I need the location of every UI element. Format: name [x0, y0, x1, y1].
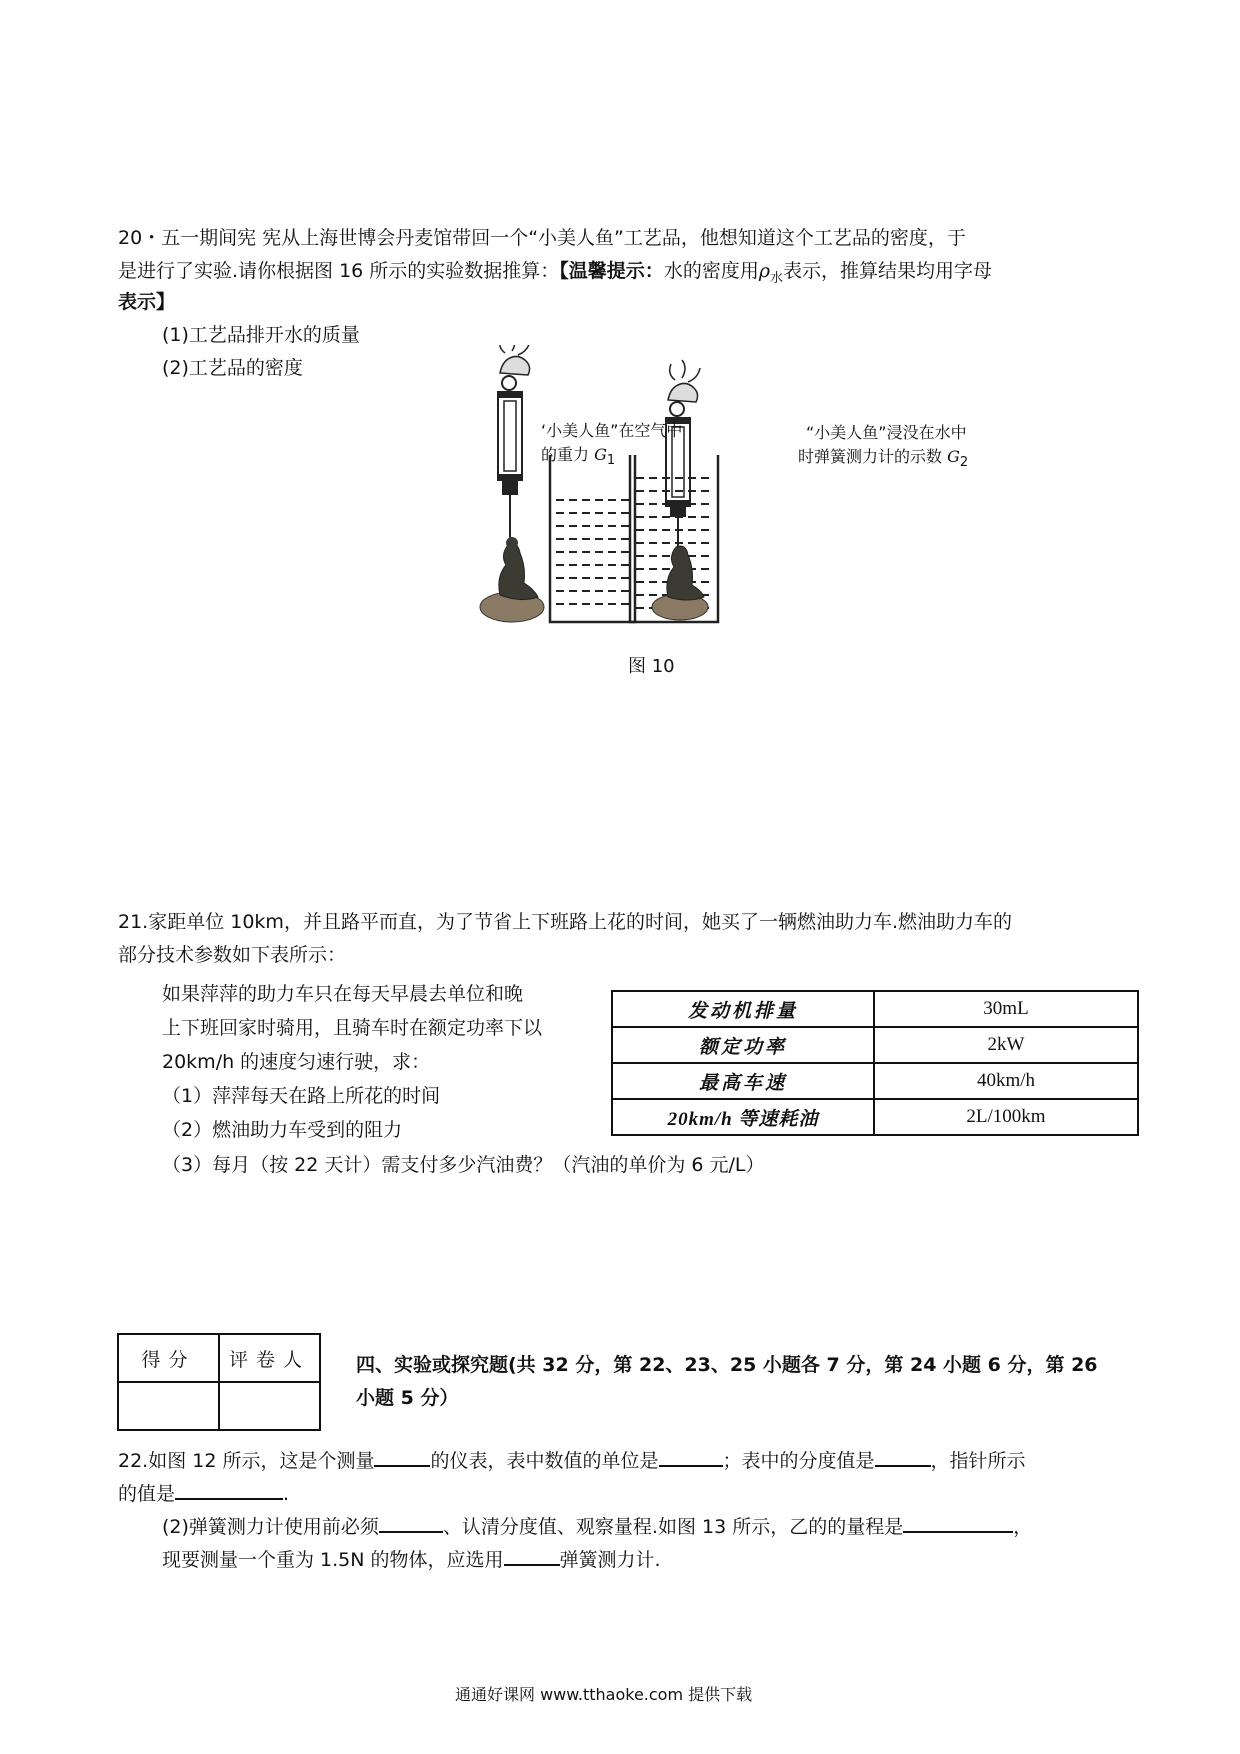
label-water-line-2 [798, 445, 968, 475]
table-row [612, 991, 1138, 1027]
q20-line-1: 20・五一期间宪 宪从上海世博会丹麦馆带回一个“小美人鱼”工艺品，他想知道这个工艺品的密度，于 [118, 227, 966, 249]
label-water-line-1: “小美人鱼”浸没在水中 [806, 423, 967, 442]
page-footer: 通通好课网 www.tthaoke.com 提供下载 [455, 1685, 753, 1704]
blank-instrument[interactable] [374, 1445, 430, 1467]
q22-text-a4: ，指针所示 [930, 1450, 1026, 1472]
label-air-line-2 [541, 443, 682, 473]
mermaid-statue-air [480, 537, 544, 622]
q22-line-4 [162, 1544, 661, 1576]
q22-text-b2: . [283, 1483, 290, 1505]
q20-sub-1: (1)工艺品排开水的质量 [162, 324, 360, 346]
blank-select-scale[interactable] [504, 1544, 560, 1566]
rho-subscript: 水 [770, 270, 784, 286]
g1-subscript: 1 [606, 453, 616, 469]
section-4-line-1: 四、实验或探究题(共 32 分，第 22、23、25 小题各 7 分，第 24 小题 6 分，第 26 [356, 1354, 1098, 1376]
g1-symbol: G [594, 445, 607, 464]
q21-ask-1: （1）萍萍每天在路上所花的时间 [162, 1085, 441, 1107]
section-4-line-2: 小题 5 分） [356, 1387, 459, 1409]
q21-ask-3: （3）每月（按 22 天计）需支付多少汽油费？（汽油的单价为 6 元/L） [162, 1154, 765, 1176]
table-key: 额定功率 [612, 1027, 874, 1063]
q22-line-3 [162, 1511, 1032, 1543]
blank-pointer-value[interactable] [175, 1478, 283, 1500]
table-value: 2kW [874, 1027, 1138, 1063]
table-value: 30mL [874, 991, 1138, 1027]
q21-para-2: 上下班回家时骑用，且骑车时在额定功率下以 [162, 1017, 543, 1039]
q22-line-1 [118, 1445, 1026, 1477]
table-row [612, 1027, 1138, 1063]
q22-text-a1: 22.如图 12 所示，这是个测量 [118, 1450, 375, 1472]
q22-text-c2: 、认清分度值、观察量程.如图 13 所示，乙的的量程是 [442, 1516, 904, 1538]
figure-caption: 图 10 [628, 656, 675, 677]
q21-ask-2: （2）燃油助力车受到的阻力 [162, 1119, 403, 1141]
q22-text-a3: ；表中的分度值是 [722, 1450, 875, 1472]
score-header: 得分 [118, 1334, 219, 1382]
figure-10-diagram [460, 345, 1020, 645]
q20-line-2 [118, 255, 992, 295]
label-air-text: 的重力 [541, 445, 595, 464]
q21-para-1: 如果萍萍的助力车只在每天早晨去单位和晚 [162, 983, 524, 1005]
table-value: 40km/h [874, 1063, 1138, 1099]
label-air-line-1: ‘小美人鱼”在空气中 [541, 421, 683, 440]
g2-subscript: 2 [959, 455, 969, 471]
table-key: 最高车速 [612, 1063, 874, 1099]
q21-line-2: 部分技术参数如下表所示： [118, 944, 347, 966]
grader-cell[interactable] [219, 1382, 320, 1430]
blank-before-use[interactable] [379, 1511, 443, 1533]
q22-text-c1: (2)弹簧测力计使用前必须 [162, 1516, 379, 1538]
label-water [798, 421, 968, 475]
spring-scale-air [497, 345, 530, 543]
q22-text-c3: ， [1013, 1516, 1033, 1538]
label-air [541, 419, 682, 473]
q21-line-1: 21.家距单位 10km，并且路平而直，为了节省上下班路上花的时间，她买了一辆燃油助力车.燃油助力车的 [118, 911, 1012, 933]
q20-hint-label: 【温馨提示： [559, 260, 664, 282]
q22-line-2 [118, 1478, 289, 1510]
beaker-water [550, 455, 635, 622]
blank-division[interactable] [875, 1445, 931, 1467]
q20-line-2a: 是进行了实验.请你根据图 16 所示的实验数据推算： [118, 260, 560, 282]
table-value: 2L/100km [874, 1099, 1138, 1135]
q20-sub-2: (2)工艺品的密度 [162, 357, 303, 379]
q20-line-2c: 表示，推算结果均用字母 [783, 260, 993, 282]
q22-text-b1: 的值是 [118, 1483, 176, 1505]
grader-header: 评卷人 [219, 1334, 320, 1382]
label-water-text: 时弹簧测力计的示数 [798, 447, 948, 466]
blank-range[interactable] [903, 1511, 1013, 1533]
q21-para-3: 20km/h 的速度匀速行驶，求： [162, 1051, 431, 1073]
score-cell[interactable] [118, 1382, 219, 1430]
score-box [117, 1333, 321, 1431]
q22-text-d1: 现要测量一个重为 1.5N 的物体，应选用 [162, 1549, 504, 1571]
q20-line-3: 表示】 [118, 291, 176, 313]
blank-unit[interactable] [659, 1445, 723, 1467]
table-key: 发动机排量 [612, 991, 874, 1027]
g2-symbol: G [947, 447, 960, 466]
q20-line-2b: 水的密度用 [663, 260, 759, 282]
tech-params-table [611, 990, 1139, 1136]
q22-text-a2: 的仪表，表中数值的单位是 [430, 1450, 659, 1472]
rho-symbol: ρ [758, 260, 770, 282]
table-row [612, 1099, 1138, 1135]
q22-text-d2: 弹簧测力计. [559, 1549, 661, 1571]
table-key: 20km/h 等速耗油 [612, 1099, 874, 1135]
table-row [612, 1063, 1138, 1099]
